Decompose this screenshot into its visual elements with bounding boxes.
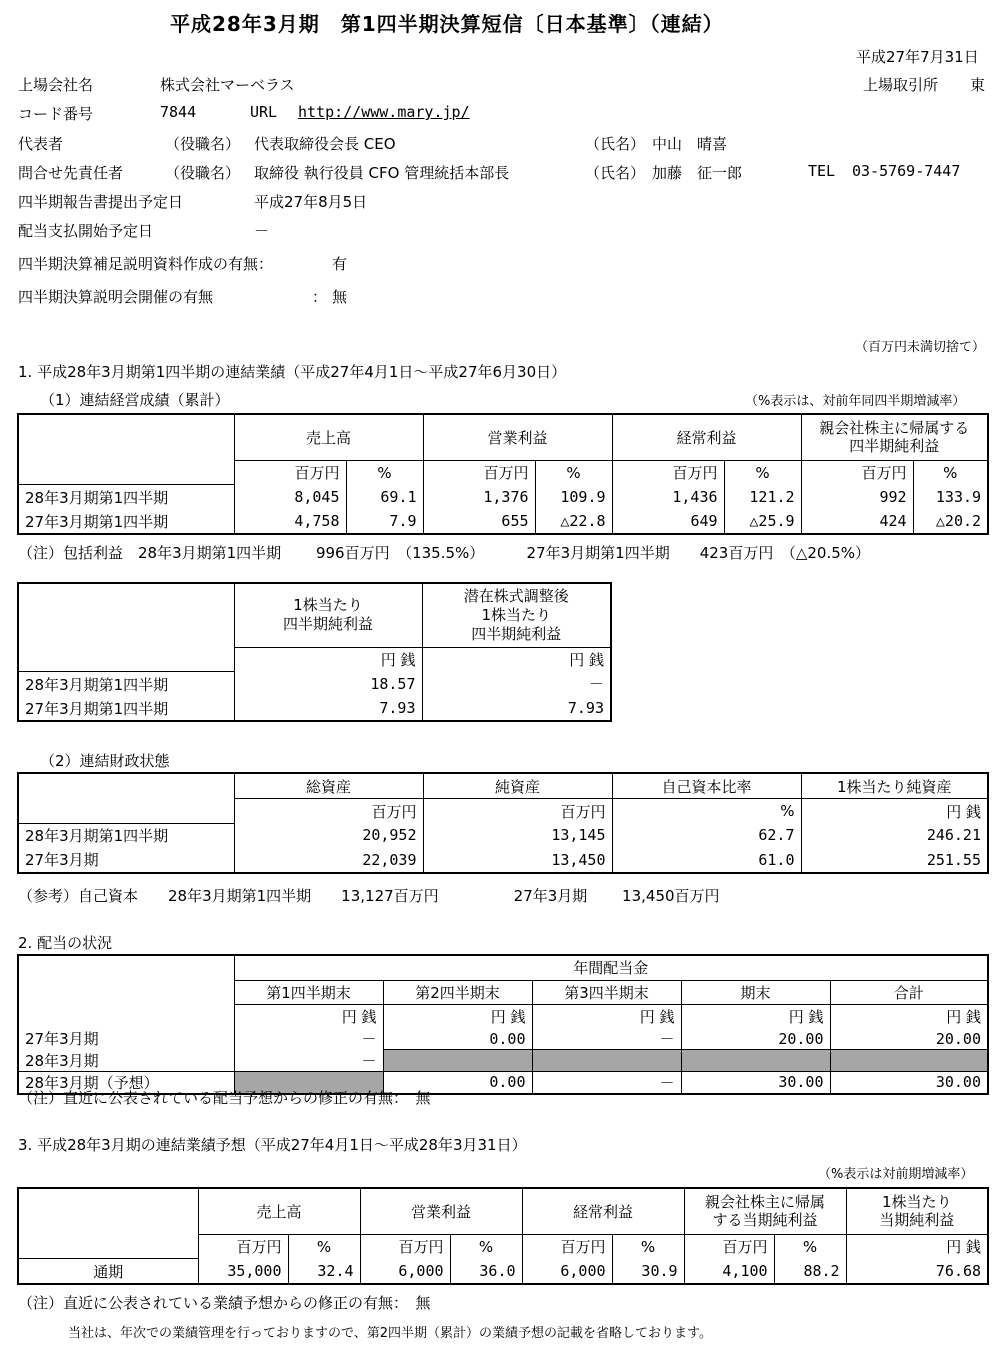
value-cell: 32.4 bbox=[288, 1259, 360, 1285]
value-cell: 0.00 bbox=[383, 1071, 532, 1094]
rep-name: 中山 晴喜 bbox=[652, 135, 728, 153]
value-cell: 0.00 bbox=[383, 1028, 532, 1050]
contact-role-label: （役職名） bbox=[165, 164, 241, 182]
section1-heading: 1. 平成28年3月期第1四半期の連結業績（平成27年4月1日～平成27年6月30日） bbox=[18, 363, 567, 381]
value-cell: 7.9 bbox=[346, 509, 423, 534]
unit-cell: 円 銭 bbox=[234, 1004, 383, 1028]
value-cell: 7.93 bbox=[422, 696, 611, 721]
section1-sub1: （1）連結経営成績（累計） bbox=[40, 391, 230, 409]
col-total: 合計 bbox=[830, 980, 988, 1004]
value-cell: 4,758 bbox=[234, 509, 346, 534]
value-cell: 246.21 bbox=[801, 823, 988, 848]
col-diluted-eps bbox=[422, 583, 611, 647]
shaded-cell bbox=[383, 1050, 532, 1072]
value-cell: 1,376 bbox=[423, 485, 535, 510]
rep-name-label: （氏名） bbox=[585, 135, 646, 153]
value-cell: 61.0 bbox=[612, 848, 801, 873]
exchange-label: 上場取引所 bbox=[863, 76, 939, 94]
contact-role: 取締役 執行役員 CFO 管理統括本部長 bbox=[254, 164, 510, 182]
value-cell: － bbox=[532, 1071, 681, 1094]
col-net-income-line1: 親会社株主に帰属する bbox=[819, 419, 970, 438]
table-corner bbox=[18, 980, 234, 1004]
section3-heading: 3. 平成28年3月期の連結業績予想（平成27年4月1日～平成28年3月31日） bbox=[18, 1136, 527, 1154]
table-corner bbox=[18, 955, 234, 980]
col-sales: 売上高 bbox=[234, 414, 423, 460]
section1-sub2: （2）連結財政状態 bbox=[40, 752, 170, 770]
value-cell: 20,952 bbox=[234, 823, 423, 848]
col-sales: 売上高 bbox=[198, 1188, 360, 1234]
table-corner bbox=[18, 414, 234, 485]
unit-cell: 円 銭 bbox=[681, 1004, 830, 1028]
table-corner bbox=[18, 583, 234, 672]
value-cell: 7.93 bbox=[234, 696, 422, 721]
unit-cell: 百万円 bbox=[423, 799, 612, 824]
unit-cell: 百万円 bbox=[360, 1234, 450, 1259]
table-row bbox=[18, 485, 988, 510]
col-net-assets: 純資産 bbox=[423, 773, 612, 799]
row-label: 28年3月期第1四半期 bbox=[18, 672, 234, 697]
unit-cell: % bbox=[535, 460, 612, 485]
value-cell: △25.9 bbox=[724, 509, 801, 534]
unit-cell: 円 銭 bbox=[830, 1004, 988, 1028]
row-label: 通期 bbox=[18, 1259, 198, 1285]
unit-cell: % bbox=[612, 799, 801, 824]
value-cell: 18.57 bbox=[234, 672, 422, 697]
table-row bbox=[18, 823, 988, 848]
rep-role: 代表取締役会長 CEO bbox=[254, 135, 396, 153]
value-cell: 6,000 bbox=[522, 1259, 612, 1285]
shaded-cell bbox=[681, 1050, 830, 1072]
eps-table bbox=[17, 582, 612, 722]
unit-cell: 百万円 bbox=[522, 1234, 612, 1259]
value-cell: 76.68 bbox=[846, 1259, 988, 1285]
col-diluted-eps-line3: 四半期純利益 bbox=[471, 624, 562, 643]
value-cell: 8,045 bbox=[234, 485, 346, 510]
exchange-value: 東 bbox=[970, 76, 986, 94]
table-corner bbox=[18, 1188, 198, 1259]
value-cell: 36.0 bbox=[450, 1259, 522, 1285]
value-cell: 1,436 bbox=[612, 485, 724, 510]
unit-cell: % bbox=[450, 1234, 522, 1259]
col-operating-income: 営業利益 bbox=[423, 414, 612, 460]
row-label: 28年3月期第1四半期 bbox=[18, 485, 234, 510]
company-name: 株式会社マーベラス bbox=[160, 76, 295, 94]
dividend-table bbox=[17, 954, 989, 1095]
col-net-income bbox=[684, 1188, 846, 1234]
contact-label: 問合せ先責任者 bbox=[18, 164, 124, 182]
value-cell: 121.2 bbox=[724, 485, 801, 510]
unit-cell: 百万円 bbox=[234, 799, 423, 824]
equity-reference-note: （参考）自己資本 28年3月期第1四半期 13,127百万円 27年3月期 13,450百万円 bbox=[18, 887, 720, 905]
row-label: 28年3月期第1四半期 bbox=[18, 823, 234, 848]
row-label: 28年3月期（予想） bbox=[18, 1071, 234, 1094]
dividend-revision-note: （注）直近に公表されている配当予想からの修正の有無： 無 bbox=[18, 1089, 431, 1107]
tel-label: TEL bbox=[808, 162, 836, 180]
value-cell: 35,000 bbox=[198, 1259, 288, 1285]
unit-cell: % bbox=[913, 460, 988, 485]
rep-label: 代表者 bbox=[18, 135, 64, 153]
col-bps: 1株当たり純資産 bbox=[801, 773, 988, 799]
value-cell: 62.7 bbox=[612, 823, 801, 848]
value-cell: 20.00 bbox=[681, 1028, 830, 1050]
table-row bbox=[18, 696, 611, 721]
col-net-income-line1: 親会社株主に帰属 bbox=[705, 1193, 826, 1212]
col-diluted-eps-line1: 潜在株式調整後 bbox=[463, 586, 569, 605]
unit-cell: 百万円 bbox=[423, 460, 535, 485]
code-label: コード番号 bbox=[18, 105, 94, 123]
value-cell: － bbox=[234, 1028, 383, 1050]
value-cell: △20.2 bbox=[913, 509, 988, 534]
report-date-label: 四半期報告書提出予定日 bbox=[18, 193, 184, 211]
col-eps bbox=[234, 583, 422, 647]
unit-cell: 百万円 bbox=[234, 460, 346, 485]
briefing-label: 四半期決算説明会開催の有無 bbox=[18, 288, 214, 306]
value-cell: － bbox=[422, 672, 611, 697]
value-cell: 30.9 bbox=[612, 1259, 684, 1285]
rep-role-label: （役職名） bbox=[165, 135, 241, 153]
value-cell: 992 bbox=[801, 485, 913, 510]
unit-cell: % bbox=[774, 1234, 846, 1259]
unit-cell: 円 銭 bbox=[801, 799, 988, 824]
row-label: 27年3月期 bbox=[18, 848, 234, 873]
url-link[interactable]: http://www.mary.jp/ bbox=[298, 103, 470, 121]
briefing-colon: ： bbox=[312, 288, 328, 306]
col-total-assets: 総資産 bbox=[234, 773, 423, 799]
value-cell: － bbox=[532, 1028, 681, 1050]
supp-material-value: 有 bbox=[332, 255, 348, 273]
section1-pct-note: （%表示は、対前年同四半期増減率） bbox=[745, 394, 966, 409]
col-operating-income: 営業利益 bbox=[360, 1188, 522, 1234]
value-cell: 649 bbox=[612, 509, 724, 534]
row-label: 27年3月期 bbox=[18, 1028, 234, 1050]
col-q2-end: 第2四半期末 bbox=[383, 980, 532, 1004]
unit-cell: 円 銭 bbox=[234, 647, 422, 672]
col-ordinary-income: 経常利益 bbox=[522, 1188, 684, 1234]
table-row bbox=[18, 1259, 988, 1285]
col-year-end: 期末 bbox=[681, 980, 830, 1004]
col-q1-end: 第1四半期末 bbox=[234, 980, 383, 1004]
value-cell: 30.00 bbox=[681, 1071, 830, 1094]
unit-cell: 百万円 bbox=[198, 1234, 288, 1259]
value-cell: 109.9 bbox=[535, 485, 612, 510]
forecast-omission-note: 当社は、年次での業績管理を行っておりますので、第2四半期（累計）の業績予想の記載を省略しております。 bbox=[68, 1326, 712, 1341]
value-cell: 655 bbox=[423, 509, 535, 534]
unit-cell: % bbox=[612, 1234, 684, 1259]
value-cell: － bbox=[234, 1050, 383, 1072]
contact-name-label: （氏名） bbox=[585, 164, 646, 182]
document-title: 平成28年3月期 第1四半期決算短信〔日本基準〕（連結） bbox=[170, 12, 724, 36]
value-cell: 424 bbox=[801, 509, 913, 534]
unit-cell: % bbox=[346, 460, 423, 485]
unit-cell: 円 銭 bbox=[422, 647, 611, 672]
col-ordinary-income: 経常利益 bbox=[612, 414, 801, 460]
col-equity-ratio: 自己資本比率 bbox=[612, 773, 801, 799]
code-value: 7844 bbox=[160, 103, 197, 121]
operating-results-table bbox=[17, 413, 989, 535]
unit-cell: % bbox=[724, 460, 801, 485]
financial-position-table bbox=[17, 772, 989, 874]
release-date: 平成27年7月31日 bbox=[856, 48, 979, 66]
briefing-value: 無 bbox=[332, 288, 348, 306]
value-cell: 251.55 bbox=[801, 848, 988, 873]
unit-cell: 百万円 bbox=[801, 460, 913, 485]
company-label: 上場会社名 bbox=[18, 76, 94, 94]
tel-value: 03-5769-7447 bbox=[852, 162, 961, 180]
unit-cell: 百万円 bbox=[684, 1234, 774, 1259]
col-eps-line1: 1株当たり bbox=[882, 1193, 952, 1212]
col-q3-end: 第3四半期末 bbox=[532, 980, 681, 1004]
value-cell: 13,145 bbox=[423, 823, 612, 848]
shaded-cell bbox=[830, 1050, 988, 1072]
table-row bbox=[18, 848, 988, 873]
value-cell: 69.1 bbox=[346, 485, 423, 510]
value-cell: 20.00 bbox=[830, 1028, 988, 1050]
row-label: 27年3月期第1四半期 bbox=[18, 509, 234, 534]
unit-cell: 円 銭 bbox=[532, 1004, 681, 1028]
dividend-date-value: － bbox=[254, 222, 270, 240]
value-cell: 30.00 bbox=[830, 1071, 988, 1094]
forecast-revision-note: （注）直近に公表されている業績予想からの修正の有無： 無 bbox=[18, 1294, 431, 1312]
table-row bbox=[18, 509, 988, 534]
table-row bbox=[18, 672, 611, 697]
value-cell: 133.9 bbox=[913, 485, 988, 510]
report-date-value: 平成27年8月5日 bbox=[254, 193, 368, 211]
unit-cell: 百万円 bbox=[612, 460, 724, 485]
unit-cell: % bbox=[288, 1234, 360, 1259]
col-net-income-line2: する当期純利益 bbox=[712, 1211, 818, 1230]
row-label: 27年3月期第1四半期 bbox=[18, 696, 234, 721]
value-cell: 6,000 bbox=[360, 1259, 450, 1285]
unit-cell: 円 銭 bbox=[383, 1004, 532, 1028]
row-label: 28年3月期 bbox=[18, 1050, 234, 1072]
comprehensive-income-note: （注）包括利益 28年3月期第1四半期 996百万円 （135.5%） 27年3月期第1四半期 423百万円 （△20.5%） bbox=[18, 544, 871, 562]
table-row bbox=[18, 1050, 988, 1072]
forecast-table bbox=[17, 1187, 989, 1285]
section3-pct-note: （%表示は対前期増減率） bbox=[818, 1167, 974, 1182]
col-eps-line1: 1株当たり bbox=[293, 596, 363, 615]
contact-name: 加藤 征一郎 bbox=[652, 164, 743, 182]
col-eps bbox=[846, 1188, 988, 1234]
supp-material-label: 四半期決算補足説明資料作成の有無： bbox=[18, 255, 274, 273]
col-eps-line2: 四半期純利益 bbox=[282, 615, 373, 634]
value-cell: 4,100 bbox=[684, 1259, 774, 1285]
dividend-date-label: 配当支払開始予定日 bbox=[18, 222, 154, 240]
rounding-note: （百万円未満切捨て） bbox=[855, 340, 986, 355]
value-cell: 88.2 bbox=[774, 1259, 846, 1285]
table-row bbox=[18, 1028, 988, 1050]
url-label: URL bbox=[250, 103, 278, 121]
shaded-cell bbox=[532, 1050, 681, 1072]
annual-dividend-header: 年間配当金 bbox=[234, 955, 988, 980]
value-cell: 13,450 bbox=[423, 848, 612, 873]
table-corner bbox=[18, 773, 234, 823]
col-net-income-line2: 四半期純利益 bbox=[849, 437, 940, 456]
value-cell: 22,039 bbox=[234, 848, 423, 873]
section2-heading: 2. 配当の状況 bbox=[18, 934, 113, 952]
value-cell: △22.8 bbox=[535, 509, 612, 534]
unit-cell: 円 銭 bbox=[846, 1234, 988, 1259]
col-net-income bbox=[801, 414, 988, 460]
col-diluted-eps-line2: 1株当たり bbox=[481, 605, 552, 624]
table-corner bbox=[18, 1004, 234, 1028]
col-eps-line2: 当期純利益 bbox=[879, 1211, 955, 1230]
